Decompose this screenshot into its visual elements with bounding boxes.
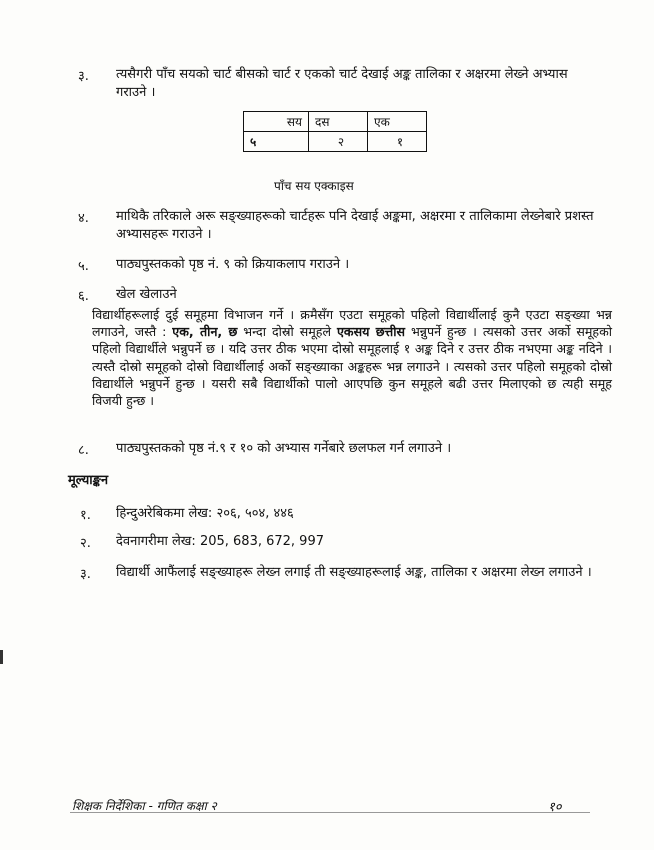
item-number: ५. <box>78 259 89 274</box>
eval-item-text: देवनागरीमा लेख: 205, 683, 672, 997 <box>116 534 324 549</box>
table-caption: पाँच सय एक्काइस <box>274 179 354 193</box>
item-text: पाठ्यपुस्तकको पृष्ठ नं.९ र १० को अभ्यास गर्नेबारे छलफल गर्न लगाउने । <box>116 441 452 456</box>
eval-item-number: २. <box>80 536 91 551</box>
evaluation-heading: मूल्याङ्कन <box>68 473 109 488</box>
item-text: खेल खेलाउने <box>116 287 177 302</box>
table-row <box>244 132 427 152</box>
game-text: भन्नुपर्ने हुन्छ । त्यसको उत्तर अर्को समूहको पहिलो विद्यार्थीले भन्नुपर्ने छ । यदि उत्तर ठीक भएमा दोस्रो समूहलाई १ अङ्क दिने र उत्तर ठीक नभएमा अङ्क नदिने । त्यस्तै दोस्रो समूहको दोस्रो विद्यार्थीलाई अर्को सङ्ख्याका अङ्कहरू भन्न लगाउने । त्यसको उत्तर पहिलो समूहको दोस्रो विद्यार्थीले भन्नुपर्ने हुन्छ । यसरी सबै विद्यार्थीको पालो आएपछि कुन समूहले बढी उत्तर मिलाएको छ त्यही समूह विजयी हुन्छ । <box>92 324 613 409</box>
page-number: १० <box>548 800 562 815</box>
footer-divider <box>70 812 590 813</box>
table-cell: १ <box>368 132 427 152</box>
eval-item-number: ३. <box>80 567 91 582</box>
game-text: विद्यार्थीहरूलाई दुई समूहमा विभाजन गर्ने । क्रमैसँग एउटा समूहको पहिलो विद्यार्थीलाई कुनै एउटा सङ्ख्या भन्न लगाउने, जस्तै : <box>92 307 612 340</box>
place-value-table <box>243 111 427 152</box>
eval-item-text: विद्यार्थी आफैंलाई सङ्ख्याहरू लेख्न लगाई ती सङ्ख्याहरूलाई अङ्क, तालिका र अक्षरमा लेख्न लगाउने । <box>116 565 592 580</box>
item-number: ४. <box>78 211 89 226</box>
footer-title: शिक्षक निर्देशिका - गणित कक्षा २ <box>72 799 217 813</box>
scan-mark <box>0 650 3 664</box>
item-number: ८. <box>78 443 89 458</box>
game-example-number: एकसय छत्तीस <box>336 324 406 340</box>
item-text: त्यसैगरी पाँच सयको चार्ट बीसको चार्ट र एकको चार्ट देखाई अङ्क तालिका र अक्षरमा लेख्ने अभ्यास गराउने । <box>116 67 568 100</box>
game-description <box>92 306 612 409</box>
game-example-digits: एक, तीन, छ <box>172 324 238 340</box>
eval-item-text: हिन्दुअरेबिकमा लेख: २०६, ५०४, ४४६ <box>116 506 294 521</box>
table-cell: ५ <box>244 132 309 152</box>
item-text: माथिकै तरिकाले अरू सङ्ख्याहरूको चार्टहरू पनि देखाई अङ्कमा, अक्षरमा र तालिकामा लेख्नेबारे प्रशस्त अभ्यासहरू गराउने । <box>116 209 594 242</box>
table-header: दस <box>309 112 368 132</box>
table-header: एक <box>368 112 427 132</box>
item-text: पाठ्यपुस्तकको पृष्ठ नं. ९ को क्रियाकलाप गराउने । <box>116 257 350 272</box>
table-row <box>244 112 427 132</box>
item-number: ६. <box>78 289 89 304</box>
game-text: भन्दा दोस्रो समूहले <box>237 324 337 340</box>
table-header: सय <box>244 112 309 132</box>
eval-item-number: १. <box>80 508 91 523</box>
table-cell: २ <box>309 132 368 152</box>
item-number: ३. <box>78 69 89 84</box>
